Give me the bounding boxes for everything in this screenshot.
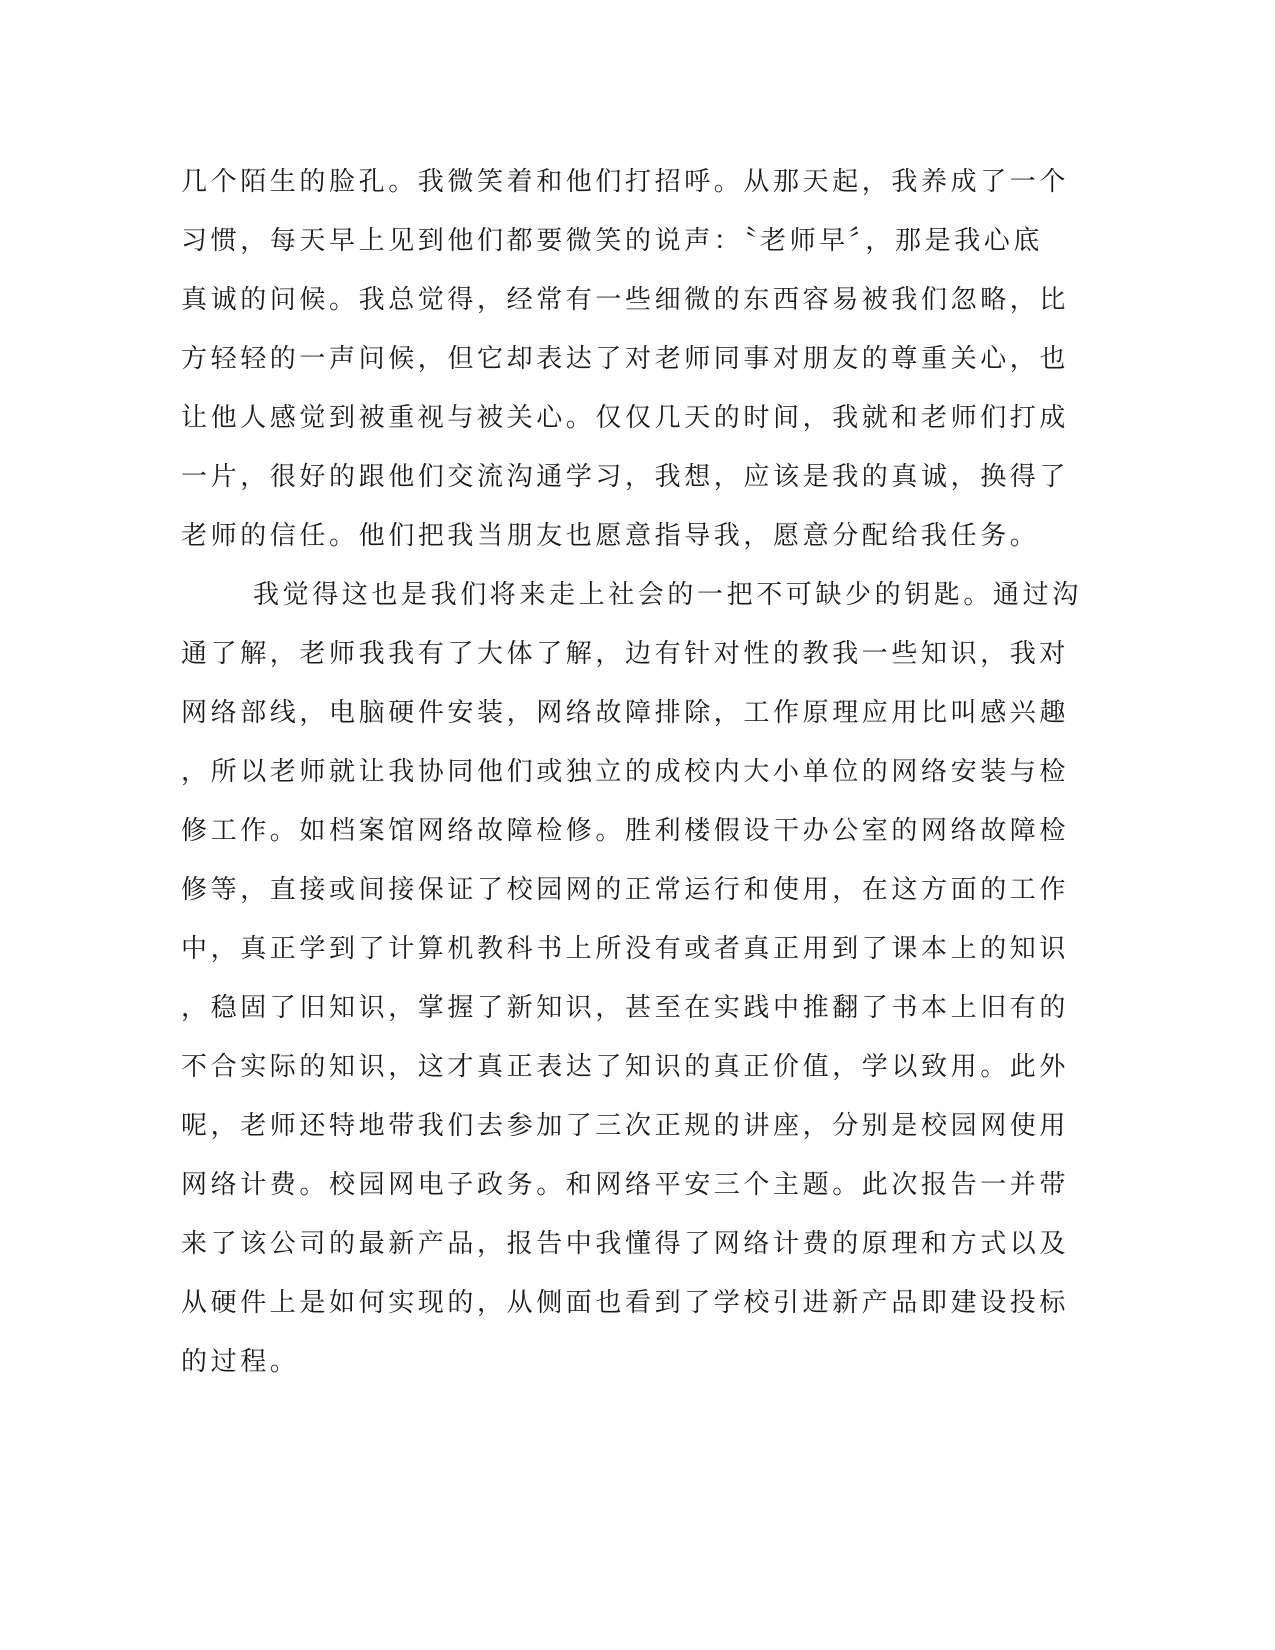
text-line: 修工作。如档案馆网络故障检修。胜利楼假设干办公室的网络故障检 <box>181 816 1070 846</box>
text-line: 的过程。 <box>181 1347 300 1377</box>
text-line: 中，真正学到了计算机教科书上所没有或者真正用到了课本上的知识 <box>181 934 1070 964</box>
text-line: ，稳固了旧知识，掌握了新知识，甚至在实践中推翻了书本上旧有的 <box>181 993 1070 1023</box>
text-line: 老师的信任。他们把我当朋友也愿意指导我，愿意分配给我任务。 <box>181 521 1040 551</box>
text-line: 不合实际的知识，这才真正表达了知识的真正价值，学以致用。此外 <box>181 1052 1070 1082</box>
text-line: 通了解，老师我我有了大体了解，边有针对性的教我一些知识，我对 <box>181 639 1070 669</box>
text-line: 呢，老师还特地带我们去参加了三次正规的讲座，分别是校园网使用 <box>181 1111 1070 1141</box>
text-line: 真诚的问候。我总觉得，经常有一些细微的东西容易被我们忽略，比 <box>181 285 1070 315</box>
text-line: 几个陌生的脸孔。我微笑着和他们打招呼。从那天起，我养成了一个 <box>181 167 1070 197</box>
text-line: 一片，很好的跟他们交流沟通学习，我想，应该是我的真诚，换得了 <box>181 462 1070 492</box>
text-line: 修等，直接或间接保证了校园网的正常运行和使用，在这方面的工作 <box>181 875 1070 905</box>
body-text <box>181 160 1082 1399</box>
text-line: 从硬件上是如何实现的，从侧面也看到了学校引进新产品即建设投标 <box>181 1288 1070 1318</box>
text-line: 习惯，每天早上见到他们都要微笑的说声：〝老师早〞，那是我心底 <box>181 226 1044 256</box>
text-line: 让他人感觉到被重视与被关心。仅仅几天的时间，我就和老师们打成 <box>181 403 1070 433</box>
text-line: 网络部线，电脑硬件安装，网络故障排除，工作原理应用比叫感兴趣 <box>181 698 1070 728</box>
text-line: 方轻轻的一声问候，但它却表达了对老师同事对朋友的尊重关心，也 <box>181 344 1070 374</box>
text-line: 网络计费。校园网电子政务。和网络平安三个主题。此次报告一并带 <box>181 1170 1070 1200</box>
paragraph-1 <box>181 160 1070 573</box>
text-line-indented: 我觉得这也是我们将来走上社会的一把不可缺少的钥匙。通过沟 <box>253 580 1082 610</box>
text-line: ，所以老师就让我协同他们或独立的成校内大小单位的网络安装与检 <box>181 757 1070 787</box>
text-line: 来了该公司的最新产品，报告中我懂得了网络计费的原理和方式以及 <box>181 1229 1070 1259</box>
paragraph-2 <box>181 573 1082 1399</box>
